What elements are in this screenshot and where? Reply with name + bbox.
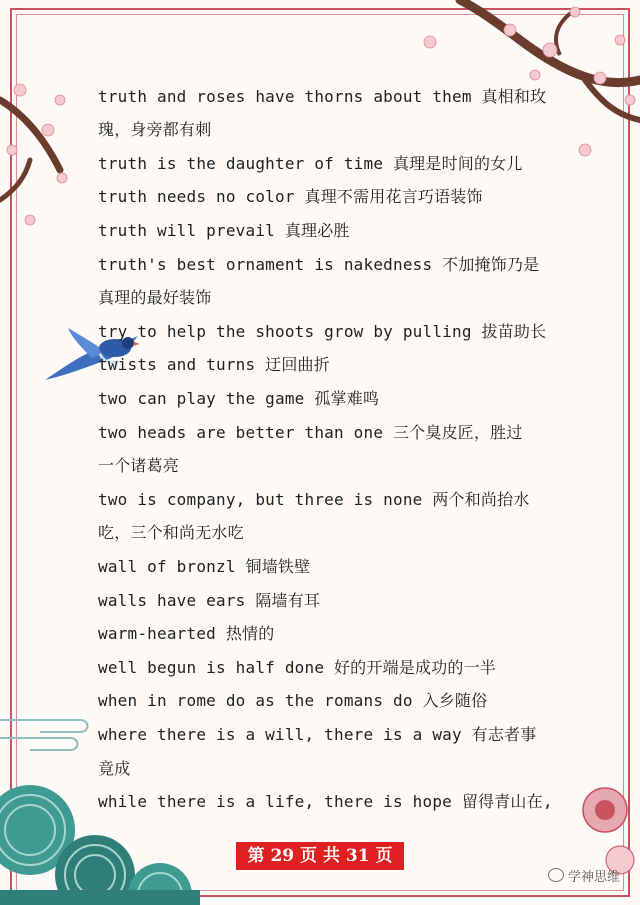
text-line: truth is the daughter of time 真理是时间的女儿: [98, 154, 523, 173]
text-line: when in rome do as the romans do 入乡随俗: [98, 691, 488, 710]
text-line: two is company, but three is none 两个和尚抬水: [98, 490, 530, 509]
text-line: two heads are better than one 三个臭皮匠，胜过: [98, 423, 523, 442]
text-line: while there is a life, there is hope 留得青山在,: [98, 792, 553, 811]
text-line: well begun is half done 好的开端是成功的一半: [98, 658, 496, 677]
text-line: 吃，三个和尚无水吃: [98, 523, 244, 542]
text-line: twists and turns 迂回曲折: [98, 355, 330, 374]
text-line: try to help the shoots grow by pulling 拔苗助长: [98, 322, 547, 341]
text-line: 竟成: [98, 759, 131, 778]
text-line: wall of bronzl 铜墙铁壁: [98, 557, 311, 576]
text-line: walls have ears 隔墙有耳: [98, 591, 321, 610]
watermark-text: 学神思维: [567, 870, 620, 885]
text-line: truth will prevail 真理必胜: [98, 221, 350, 240]
plum-blossom-branch-icon: [0, 60, 90, 230]
text-line: where there is a will, there is a way 有志者事: [98, 725, 537, 744]
text-line: truth and roses have thorns about them 真相和玫: [98, 87, 547, 106]
text-line: truth's best ornament is nakedness 不加掩饰乃是: [98, 255, 540, 274]
text-line: two can play the game 孤掌难鸣: [98, 389, 380, 408]
text-line: truth needs no color 真理不需用花言巧语装饰: [98, 187, 483, 206]
text-line: 瑰，身旁都有刺: [98, 120, 212, 139]
text-line: 一个诸葛亮: [98, 456, 180, 475]
wechat-icon: [548, 868, 564, 882]
text-line: 真理的最好装饰: [98, 288, 212, 307]
text-line: warm-hearted 热情的: [98, 624, 275, 643]
watermark: [548, 866, 620, 885]
page-number-label: 第 29 页 共 31 页: [236, 842, 404, 870]
